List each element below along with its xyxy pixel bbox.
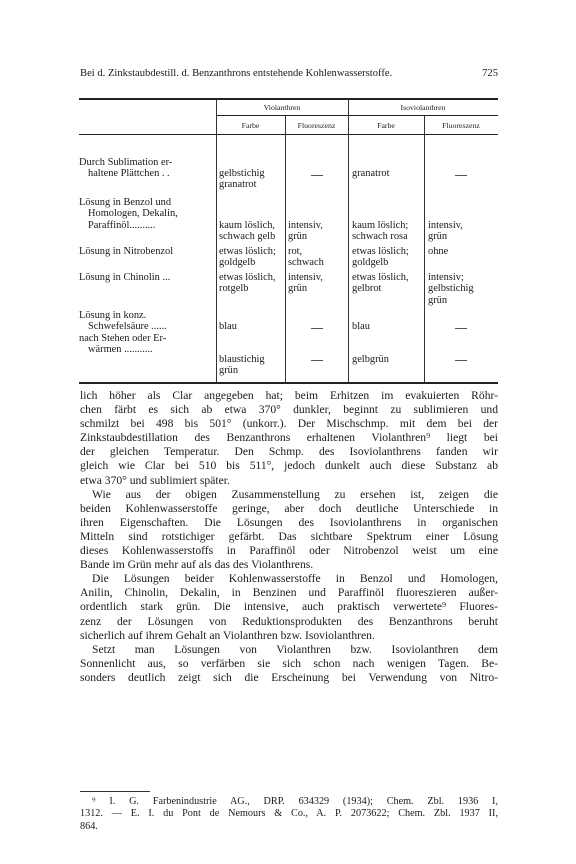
table-cell: blau <box>352 321 370 332</box>
table-cell: kaum löslich, schwach gelb <box>219 220 276 243</box>
text-line: etwa 370° und sublimiert später. <box>80 473 230 487</box>
properties-table <box>79 98 498 383</box>
footnote-line: ⁹ I. G. Farbenindustrie AG., DRP. 634329 (1934); Chem. Zbl. 1936 I, <box>92 796 498 807</box>
text-line: ihren Eigenschaften. Die Lösungen des Isoviolanthrens in organischen <box>80 515 498 529</box>
text-line: gleich wie Clar bei 510 bis 511°, jedoch dunkelt auch diese Substanz ab <box>80 459 498 473</box>
dash-mark <box>311 360 323 361</box>
text-line: beiden Kohlenwasserstoffe geringe, aber doch deutliche Unterschiede in <box>80 501 498 515</box>
text-line: Setzt man Lösungen von Violanthren bzw. Isoviolanthren dem <box>92 642 498 656</box>
dash-mark <box>455 175 467 176</box>
text-line: Anilin, Chinolin, Dekalin, in Benzinen und Paraffinöl fluoreszieren außer- <box>80 586 498 600</box>
table-cell: intensiv, grün <box>288 272 323 295</box>
dash-mark <box>455 328 467 329</box>
text-line: der gleichen Temperatur. Den Schmp. des Isoviolanthrens fanden wir <box>80 445 498 459</box>
paragraph <box>80 389 498 488</box>
table-top-rule <box>79 98 498 100</box>
table-cell: etwas löslich; goldgelb <box>352 246 409 269</box>
column-header: Fluoreszenz <box>442 121 480 130</box>
table-cell: rot, schwach <box>288 246 324 269</box>
table-cell: intensiv; gelbstichig grün <box>428 272 474 306</box>
text-line: ordentlich stark grün. Die intensive, auch praktisch verwertete⁹ Fluores- <box>80 600 498 614</box>
table-column-divider <box>285 116 286 382</box>
text-line: dieses Kohlenwasserstoffs in Paraffinöl oder Nitrobenzol weist um eine <box>80 544 498 558</box>
row-label <box>79 157 172 180</box>
table-cell: etwas löslich, rotgelb <box>219 272 276 295</box>
row-label <box>79 333 166 356</box>
table-cell: granatrot <box>352 168 390 179</box>
body-text <box>80 389 498 685</box>
row-label-line: haltene Plättchen . . <box>88 168 170 180</box>
text-line: zenz der Lösungen von Reduktionsprodukten des Benzanthrons beruht <box>80 614 498 628</box>
text-line: chen färbt es sich ab etwa 370° dunkler, beginnt zu sublimieren und <box>80 403 498 417</box>
paragraph <box>80 572 498 642</box>
running-head <box>80 68 498 79</box>
text-line: lich höher als Clar angegeben hat; beim Erhitzen im evakuierten Röhr- <box>80 389 498 402</box>
table-header-rule <box>79 134 498 135</box>
table-cell: etwas löslich, gelbrot <box>352 272 409 295</box>
paragraph <box>80 488 498 573</box>
text-line: Zinkstaubdestillation des Benzanthrons erhaltenen Violanthren⁹ liegt bei <box>80 431 498 445</box>
footnotes <box>80 796 498 833</box>
dash-mark <box>311 175 323 176</box>
dash-mark <box>455 360 467 361</box>
text-line: sicherlich auf ihrem Gehalt an Violanthren bzw. Isoviolanthren. <box>80 628 375 642</box>
row-label <box>79 272 170 283</box>
text-line: sonders deutlich zeigt sich die Erscheinung bei Verwendung von Nitro- <box>80 670 498 684</box>
running-head-title: Bei d. Zinkstaubdestill. d. Benzanthrons entstehende Kohlenwasserstoffe. <box>80 68 393 79</box>
paragraph <box>80 643 498 685</box>
text-line: Wie aus der obigen Zusammenstellung zu ersehen ist, zeigen die <box>92 487 498 501</box>
table-cell: gelbgrün <box>352 354 389 365</box>
table-cell: blaustichig grün <box>219 354 265 377</box>
table-column-divider <box>216 99 217 382</box>
table-cell: gelbstichig granatrot <box>219 168 265 191</box>
row-label-line: Homologen, Dekalin, <box>88 208 178 220</box>
text-line: Die Lösungen beider Kohlenwasserstoffe in Benzol und Homologen, <box>92 572 498 586</box>
footnote-line: 1312. — E. I. du Pont de Nemours & Co., A. P. 2073622; Chem. Zbl. 1937 II, <box>80 808 498 820</box>
group-header-violanthren: Violanthren <box>263 103 301 112</box>
table-cell: intensiv, grün <box>288 220 323 243</box>
group-header-isoviolanthren: Isoviolanthren <box>400 103 446 112</box>
table-cell: kaum löslich; schwach rosa <box>352 220 409 243</box>
dash-mark <box>311 328 323 329</box>
table-group-rule <box>216 115 498 116</box>
row-label-line: Schwefelsäure ...... <box>88 321 167 333</box>
row-label <box>79 310 167 333</box>
column-header: Fluoreszenz <box>297 121 336 130</box>
table-cell: etwas löslich; goldgelb <box>219 246 276 269</box>
table-column-divider <box>424 116 425 382</box>
row-label-line: nach Stehen oder Er- <box>79 333 167 344</box>
page-number: 725 <box>482 68 498 79</box>
table-bottom-rule <box>79 382 498 384</box>
text-line: schmilzt bei 498 bis 501° (unkorr.). Der Mischschmp. mit dem bei der <box>80 417 498 431</box>
table-cell: ohne <box>428 246 449 257</box>
footnote-rule <box>80 791 150 792</box>
row-label-line: wärmen ........... <box>88 344 153 356</box>
row-label-line: Lösung in Benzol und <box>79 197 172 208</box>
row-label-line: Lösung in Chinolin ... <box>79 272 171 283</box>
column-header: Farbe <box>377 121 395 130</box>
row-label-line: Paraffinöl.......... <box>88 219 156 231</box>
text-line: Bande im Grün mehr auf als das des Violanthrens. <box>80 558 314 572</box>
row-label-line: Durch Sublimation er- <box>79 157 173 168</box>
text-line: Mitteln sind rotstichiger gefärbt. Das sichtbare Spektrum einer Lösung <box>80 529 498 543</box>
row-label <box>79 197 178 231</box>
footnote-line: 864. <box>80 820 98 832</box>
table-cell: blau <box>219 321 237 332</box>
table-column-divider <box>348 99 349 382</box>
table-cell: intensiv, grün <box>428 220 463 243</box>
row-label <box>79 246 173 257</box>
row-label-line: Lösung in konz. <box>79 310 147 321</box>
text-line: Sonnenlicht aus, so verfärben sie sich schon nach wenigen Tagen. Be- <box>80 656 498 670</box>
row-label-line: Lösung in Nitrobenzol <box>79 246 174 257</box>
column-header: Farbe <box>241 121 260 130</box>
